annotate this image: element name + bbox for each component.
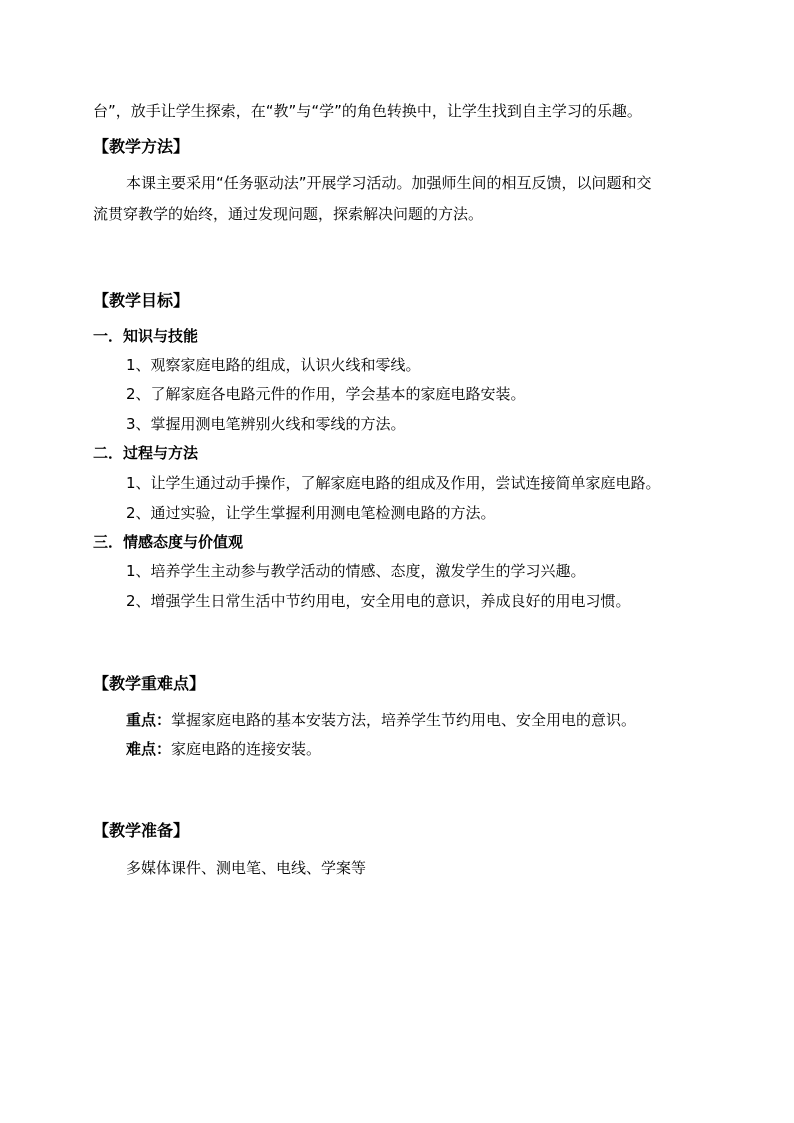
methods-heading: 【教学方法】 xyxy=(93,137,190,156)
methods-paragraph-line-2: 流贯穿教学的始终，通过发现问题，探索解决问题的方法。 xyxy=(93,205,484,223)
key-point-label: 重点： xyxy=(126,711,172,729)
keypoints-heading: 【教学重难点】 xyxy=(93,674,206,693)
goal-item: 2、通过实验，让学生掌握利用测电笔检测电路的方法。 xyxy=(126,504,496,522)
goal-item: 1、让学生通过动手操作，了解家庭电路的组成及作用，尝试连接简单家庭电路。 xyxy=(126,474,661,492)
prep-text: 多媒体课件、测电笔、电线、学案等 xyxy=(126,859,367,877)
goal-item: 3、掌握用测电笔辨别火线和零线的方法。 xyxy=(126,415,406,433)
key-point-line xyxy=(126,710,636,730)
difficulty-point-text: 家庭电路的连接安装。 xyxy=(171,740,322,758)
goals-heading: 【教学目标】 xyxy=(93,291,190,310)
methods-paragraph-line-1: 本课主要采用“任务驱动法”开展学习活动。加强师生间的相互反馈，以问题和交 xyxy=(126,174,652,192)
difficulty-point-label: 难点： xyxy=(126,740,172,758)
goal-section-title-attitude: 三．情感态度与价值观 xyxy=(93,533,244,551)
goal-item: 2、增强学生日常生活中节约用电，安全用电的意识，养成良好的用电习惯。 xyxy=(126,592,631,610)
goal-item: 2、了解家庭各电路元件的作用，学会基本的家庭电路安装。 xyxy=(126,385,526,403)
goal-item: 1、观察家庭电路的组成，认识火线和零线。 xyxy=(126,356,421,374)
goal-item: 1、培养学生主动参与教学活动的情感、态度，激发学生的学习兴趣。 xyxy=(126,562,586,580)
difficulty-point-line xyxy=(126,739,321,759)
goal-section-title-knowledge: 一．知识与技能 xyxy=(93,327,199,345)
prep-heading: 【教学准备】 xyxy=(93,821,190,840)
goal-section-title-process: 二．过程与方法 xyxy=(93,444,199,462)
key-point-text: 掌握家庭电路的基本安装方法，培养学生节约用电、安全用电的意识。 xyxy=(171,711,637,729)
intro-continuation: 台”，放手让学生探索，在“教”与“学”的角色转换中，让学生找到自主学习的乐趣。 xyxy=(93,102,642,120)
